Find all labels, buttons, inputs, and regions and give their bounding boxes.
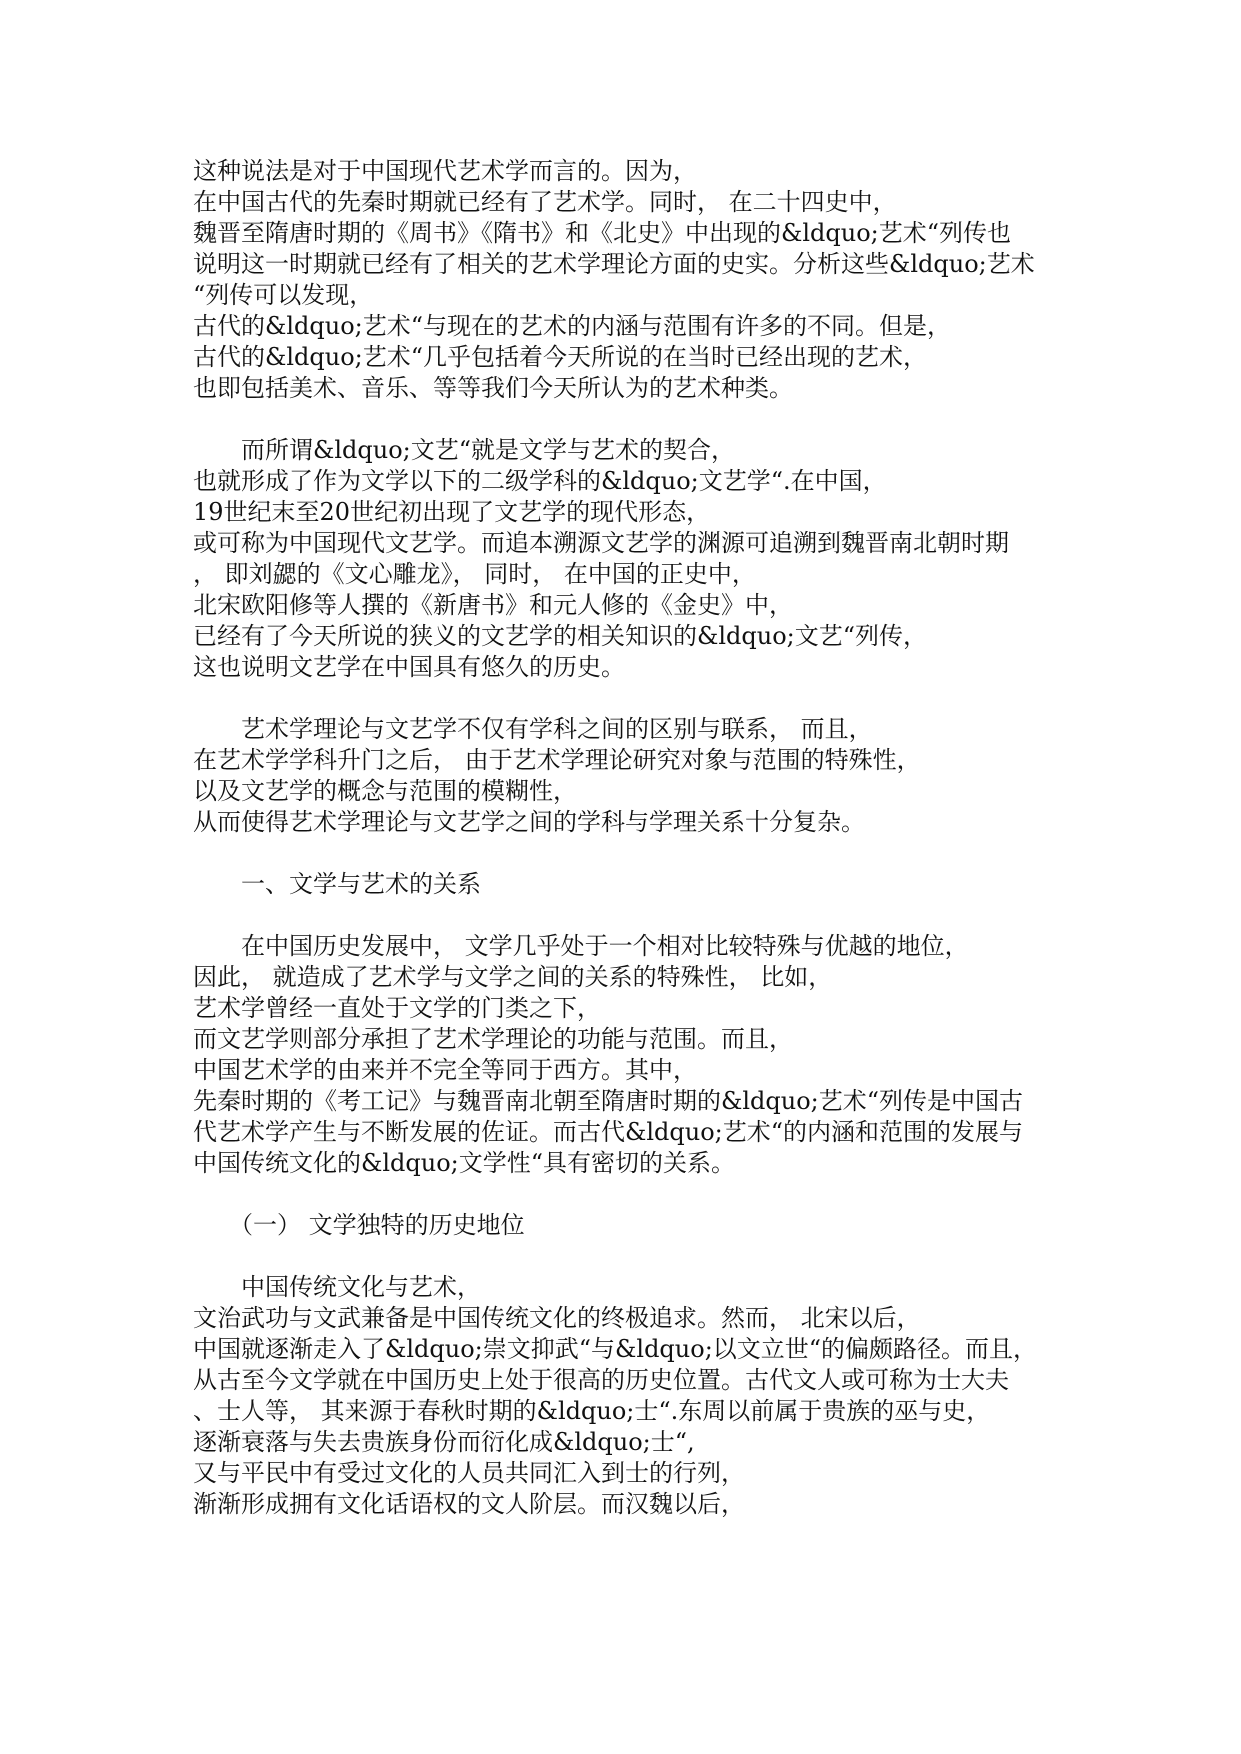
text-line: 中国传统文化与艺术，: [193, 1273, 481, 1301]
text-line: 文治武功与文武兼备是中国传统文化的终极追求。然而， 北宋以后，: [193, 1304, 921, 1332]
text-line: 艺术学曾经一直处于文学的门类之下，: [193, 994, 601, 1022]
text-line: 中国传统文化的&ldquo;文学性“具有密切的关系。: [193, 1149, 736, 1177]
text-line: 从而使得艺术学理论与文艺学之间的学科与学理关系十分复杂。: [193, 808, 865, 836]
document-body: [193, 156, 1073, 1520]
paragraph-gap: [193, 683, 1073, 714]
text-line: 北宋欧阳修等人撰的《新唐书》和元人修的《金史》中，: [193, 591, 793, 619]
text-line: 艺术学理论与文艺学不仅有学科之间的区别与联系， 而且，: [193, 715, 873, 743]
text-line: 在中国古代的先秦时期就已经有了艺术学。同时， 在二十四史中，: [193, 188, 897, 216]
text-line: 说明这一时期就已经有了相关的艺术学理论方面的史实。分析这些&ldquo;艺术: [193, 250, 1035, 278]
text-line: 古代的&ldquo;艺术“与现在的艺术的内涵与范围有许多的不同。但是，: [193, 312, 952, 340]
text-line: 这种说法是对于中国现代艺术学而言的。因为，: [193, 157, 697, 185]
text-line: 也即包括美术、音乐、等等我们今天所认为的艺术种类。: [193, 374, 793, 402]
text-line: 古代的&ldquo;艺术“几乎包括着今天所说的在当时已经出现的艺术，: [193, 343, 928, 371]
subsection-heading: （一） 文学独特的历史地位: [193, 1211, 525, 1239]
text-line: 又与平民中有受过文化的人员共同汇入到士的行列，: [193, 1459, 745, 1487]
text-line: ， 即刘勰的《文心雕龙》， 同时， 在中国的正史中，: [193, 560, 756, 588]
paragraph-gap: [193, 1179, 1073, 1210]
text-line: 中国艺术学的由来并不完全等同于西方。其中，: [193, 1056, 697, 1084]
text-line: 在中国历史发展中， 文学几乎处于一个相对比较特殊与优越的地位，: [193, 932, 969, 960]
text-line: 中国就逐渐走入了&ldquo;崇文抑武“与&ldquo;以文立世“的偏颇路径。而且，: [193, 1335, 1038, 1363]
text-line: 从古至今文学就在中国历史上处于很高的历史位置。古代文人或可称为士大夫: [193, 1366, 1009, 1394]
text-line: 也就形成了作为文学以下的二级学科的&ldquo;文艺学“.在中国，: [193, 467, 887, 495]
text-line: 先秦时期的《考工记》与魏晋南北朝至隋唐时期的&ldquo;艺术“列传是中国古: [193, 1087, 1024, 1115]
text-line: 而所谓&ldquo;文艺“就是文学与艺术的契合，: [193, 436, 736, 464]
text-line: 、士人等， 其来源于春秋时期的&ldquo;士“.东周以前属于贵族的巫与史，: [193, 1397, 991, 1425]
paragraph-gap: [193, 900, 1073, 931]
text-line: 以及文艺学的概念与范围的模糊性，: [193, 777, 577, 805]
paragraph-gap: [193, 404, 1073, 435]
text-line: 这也说明文艺学在中国具有悠久的历史。: [193, 653, 625, 681]
paragraph-gap: [193, 1241, 1073, 1272]
text-line: 或可称为中国现代文艺学。而追本溯源文艺学的渊源可追溯到魏晋南北朝时期: [193, 529, 1009, 557]
text-line: 因此， 就造成了艺术学与文学之间的关系的特殊性， 比如，: [193, 963, 833, 991]
text-line: 逐渐衰落与失去贵族身份而衍化成&ldquo;士“,: [193, 1428, 695, 1456]
text-line: 在艺术学学科升门之后， 由于艺术学理论研究对象与范围的特殊性，: [193, 746, 921, 774]
text-line: 19世纪末至20世纪初出现了文艺学的现代形态，: [193, 498, 711, 526]
text-line: 渐渐形成拥有文化话语权的文人阶层。而汉魏以后，: [193, 1490, 745, 1518]
text-line: 代艺术学产生与不断发展的佐证。而古代&ldquo;艺术“的内涵和范围的发展与: [193, 1118, 1024, 1146]
section-heading: 一、文学与艺术的关系: [193, 870, 481, 898]
paragraph-gap: [193, 838, 1073, 869]
text-line: 已经有了今天所说的狭义的文艺学的相关知识的&ldquo;文艺“列传，: [193, 622, 928, 650]
text-line: 而文艺学则部分承担了艺术学理论的功能与范围。而且，: [193, 1025, 793, 1053]
text-line: “列传可以发现，: [193, 281, 374, 309]
text-line: 魏晋至隋唐时期的《周书》《隋书》和《北史》中出现的&ldquo;艺术“列传也: [193, 219, 1012, 247]
